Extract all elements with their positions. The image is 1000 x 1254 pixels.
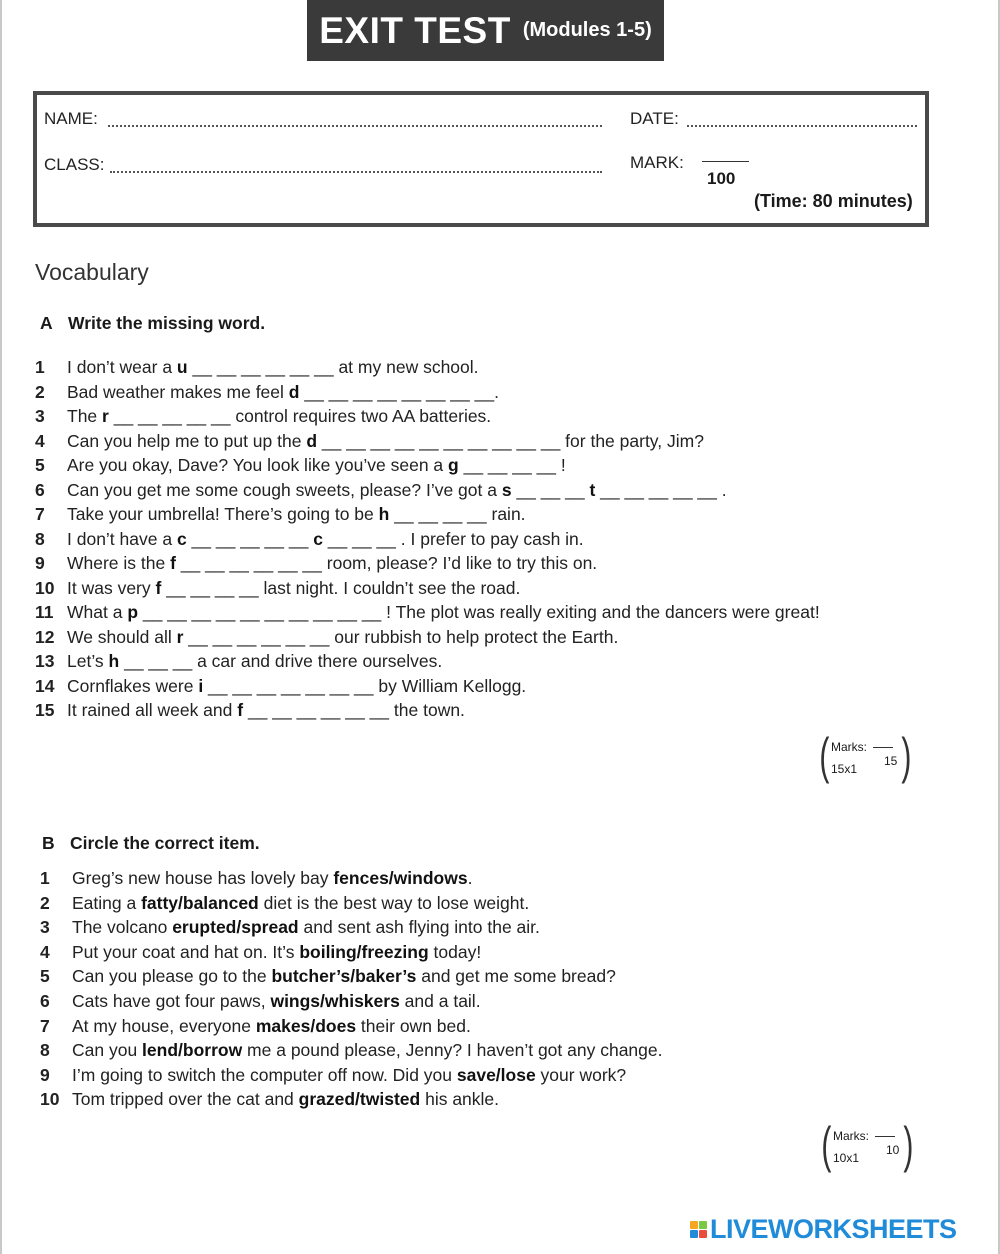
item-number: 14	[35, 675, 55, 696]
exercise-b-item	[40, 1088, 499, 1110]
item-options[interactable]: lend/borrow	[142, 1040, 243, 1061]
item-answer-blanks[interactable]: __ __ __ __ __ __ __ __ __ __	[317, 430, 566, 451]
item-text-before: Can you	[72, 1040, 143, 1061]
exercise-a-item	[35, 601, 820, 623]
item-text-after: and sent ash flying into the air.	[298, 917, 540, 938]
item-first-letter: f	[155, 577, 162, 598]
item-text-after: their own bed.	[356, 1015, 471, 1036]
exercise-b-item	[40, 1015, 471, 1037]
marks-calc: 10x1	[833, 1151, 860, 1165]
exercise-a-item	[35, 528, 584, 550]
exercise-b-item	[40, 990, 481, 1012]
exercise-b-item	[40, 941, 481, 963]
marks-total: 15	[884, 754, 898, 768]
item-text-before: Can you please go to the	[72, 966, 272, 987]
exercise-b-item	[40, 892, 529, 914]
exercise-a-item	[35, 626, 618, 648]
item-text-before: The volcano	[72, 917, 173, 938]
mark-total: 100	[707, 169, 736, 188]
exercise-a-item	[35, 454, 566, 476]
marks-paren-left: (	[819, 728, 830, 784]
item-answer-blanks[interactable]: __ __ __ __	[389, 504, 492, 524]
exercise-b-letter: B	[42, 833, 55, 853]
item-text-after: and get me some bread?	[416, 966, 616, 987]
item-number: 4	[40, 941, 50, 962]
item-number: 8	[35, 528, 45, 549]
exercise-a-item	[35, 650, 442, 672]
exercise-b-item	[40, 916, 540, 938]
item-text-after: a car and drive there ourselves.	[197, 651, 443, 671]
item-text-before: Can you get me some cough sweets, please? I’ve got a	[67, 479, 502, 500]
marks-paren-right: )	[901, 728, 912, 784]
exercise-a-letter: A	[40, 313, 53, 333]
item-number: 2	[40, 892, 50, 913]
date-label: DATE:	[630, 109, 679, 128]
item-first-letter: i	[198, 675, 204, 696]
item-first-letter: d	[306, 430, 318, 451]
item-text-before: I don’t have a	[67, 528, 177, 549]
item-options[interactable]: fatty/balanced	[141, 892, 259, 913]
marks-score-field[interactable]	[873, 747, 893, 748]
item-number: 8	[40, 1040, 50, 1061]
item-text-before: I’m going to switch the computer off now. Did you	[72, 1064, 457, 1085]
item-text-before: At my house, everyone	[72, 1015, 256, 1036]
item-text-before: What a	[67, 602, 128, 622]
item-number: 3	[40, 917, 50, 938]
item-text-after: for the party, Jim?	[565, 430, 704, 451]
marks-score-field[interactable]	[875, 1136, 895, 1137]
exercise-a-item	[35, 577, 520, 599]
item-answer-blanks[interactable]: __ __ __ __ __ __	[175, 553, 327, 573]
item-number: 15	[35, 700, 55, 720]
exercise-b-title	[42, 833, 260, 854]
exercise-a-marks	[816, 728, 916, 787]
exercise-a-item	[35, 381, 499, 403]
exercise-a-item	[35, 675, 526, 697]
item-answer-blanks[interactable]: __ __ __	[119, 651, 198, 671]
item-number: 9	[35, 553, 45, 573]
item-number: 1	[40, 868, 50, 888]
item-answer-blanks[interactable]: __ __ __ __	[161, 577, 264, 598]
exercise-a-item	[35, 479, 727, 501]
item-text-before: Cats have got four paws,	[72, 991, 271, 1011]
item-number: 5	[40, 966, 50, 987]
item-text-before: I don’t wear a	[67, 357, 177, 377]
marks-label: Marks:	[833, 1129, 869, 1143]
exercise-a-item	[35, 699, 465, 721]
item-text-after: his ankle.	[420, 1089, 500, 1110]
item-second-letter: c	[313, 528, 323, 549]
marks-total: 10	[886, 1143, 900, 1157]
item-text-before: Where is the	[67, 553, 171, 573]
item-answer-blanks[interactable]: __ __ __	[511, 479, 590, 500]
item-first-letter: u	[176, 357, 188, 377]
exercise-a-item	[35, 503, 526, 525]
item-text-before: It was very	[67, 577, 156, 598]
item-number: 7	[35, 504, 45, 524]
student-info-box	[33, 91, 929, 227]
item-text-after: .	[494, 381, 499, 402]
item-first-letter: c	[176, 528, 187, 549]
item-text-before: We should all	[67, 626, 177, 647]
marks-label: Marks:	[831, 740, 867, 754]
item-first-letter: f	[170, 553, 176, 573]
item-text-before: Are you okay, Dave? You look like you’ve seen a	[67, 455, 449, 475]
mark-label: MARK:	[630, 153, 684, 172]
class-label: CLASS:	[44, 155, 105, 174]
item-first-letter: h	[378, 504, 390, 524]
exercise-b-item	[40, 1039, 663, 1061]
item-text-after: !	[560, 455, 566, 475]
item-first-letter: d	[288, 381, 300, 402]
item-answer-blanks[interactable]: __ __ __ __ __ __ __ __	[299, 381, 495, 402]
test-title: EXIT TEST	[319, 9, 511, 51]
item-first-letter: r	[102, 406, 109, 426]
item-answer-blanks[interactable]: __ __ __ __ __ __ __	[203, 675, 379, 696]
exercise-b-instruction: Circle the correct item.	[70, 833, 260, 853]
section-heading: Vocabulary	[35, 259, 149, 285]
item-number: 4	[35, 430, 45, 451]
item-text-before: Bad weather makes me feel	[67, 381, 289, 402]
item-text-before: Take your umbrella! There’s going to be	[67, 504, 379, 524]
item-text-after: by William Kellogg.	[378, 675, 527, 696]
exercise-a-item	[35, 356, 479, 378]
test-subtitle: (Modules 1-5)	[522, 19, 652, 41]
item-text-after: your work?	[535, 1064, 627, 1085]
marks-calc: 15x1	[831, 762, 858, 776]
item-options[interactable]: makes/does	[255, 1015, 357, 1036]
item-answer-blanks-2[interactable]: __ __ __ __ __	[595, 479, 722, 500]
item-number: 5	[35, 455, 45, 475]
marks-paren-left: (	[821, 1117, 832, 1173]
item-text-before: Eating a	[72, 892, 142, 913]
item-first-letter: p	[127, 602, 139, 622]
exercise-a-item	[35, 430, 704, 452]
item-text-before: Can you help me to put up the	[67, 430, 307, 451]
item-number: 1	[35, 357, 45, 377]
item-text-after: .	[721, 479, 727, 500]
exercise-b-item	[40, 1064, 626, 1086]
item-text-after: last night. I couldn’t see the road.	[263, 577, 521, 598]
item-first-letter: f	[237, 700, 244, 720]
title-banner	[307, 0, 664, 61]
item-first-letter: r	[176, 626, 184, 647]
item-text-after: .	[467, 868, 473, 888]
item-number: 10	[40, 1089, 60, 1110]
mark-field[interactable]	[702, 161, 749, 162]
exercise-b-marks	[818, 1117, 918, 1176]
item-options[interactable]: fences/windows	[333, 868, 468, 888]
item-number: 7	[40, 1015, 50, 1036]
item-number: 6	[40, 991, 50, 1011]
item-number: 10	[35, 577, 55, 598]
item-options[interactable]: wings/whiskers	[270, 991, 400, 1011]
liveworksheets-logo-icon	[690, 1221, 707, 1238]
item-number: 3	[35, 406, 45, 426]
item-text-after: the town.	[393, 700, 465, 720]
time-limit: (Time: 80 minutes)	[754, 191, 913, 211]
liveworksheets-logo	[690, 1214, 957, 1244]
item-answer-blanks[interactable]: __ __ __ __	[458, 455, 561, 475]
exercise-b-item	[40, 965, 616, 987]
item-answer-blanks[interactable]: __ __ __ __ __ __	[187, 357, 339, 377]
name-field[interactable]	[108, 125, 602, 127]
exercise-a-item	[35, 552, 597, 574]
item-number: 9	[40, 1064, 50, 1085]
item-text-after: me a pound please, Jenny? I haven’t got any change.	[242, 1040, 663, 1061]
name-label: NAME:	[44, 109, 98, 128]
item-number: 13	[35, 651, 55, 671]
item-text-after: and a tail.	[399, 991, 481, 1011]
item-answer-blanks[interactable]: __ __ __ __ __	[186, 528, 314, 549]
item-answer-blanks[interactable]: __ __ __ __ __ __	[243, 700, 394, 720]
item-answer-blanks[interactable]: __ __ __ __ __ __ __ __ __ __	[138, 602, 387, 622]
item-number: 6	[35, 479, 45, 500]
item-text-after: our rubbish to help protect the Earth.	[334, 626, 619, 647]
exercise-a-instruction: Write the missing word.	[68, 313, 266, 333]
item-answer-blanks[interactable]: __ __ __ __ __ __	[183, 626, 335, 647]
page-edge-left	[0, 0, 2, 1254]
item-text-after: control requires two AA batteries.	[235, 406, 492, 426]
item-first-letter: s	[501, 479, 512, 500]
item-answer-blanks-2[interactable]: __ __ __	[322, 528, 401, 549]
item-text-before: The	[67, 406, 103, 426]
exercise-a-title	[40, 313, 265, 334]
item-text-after: room, please? I’d like to try this on.	[326, 553, 598, 573]
item-number: 11	[35, 602, 54, 622]
exercise-b-item	[40, 867, 472, 889]
item-text-after: today!	[428, 941, 482, 962]
item-text-before: Greg’s new house has lovely bay	[72, 868, 334, 888]
item-number: 2	[35, 381, 45, 402]
item-options[interactable]: grazed/twisted	[298, 1089, 421, 1110]
liveworksheets-wordmark: LIVEWORKSHEETS	[710, 1213, 957, 1244]
item-text-after: diet is the best way to lose weight.	[258, 892, 530, 913]
item-text-after: rain.	[491, 504, 526, 524]
exercise-a-item	[35, 405, 491, 427]
item-text-after: ! The plot was really exiting and the dancers were great!	[386, 602, 820, 622]
item-answer-blanks[interactable]: __ __ __ __ __	[108, 406, 236, 426]
date-field[interactable]	[687, 125, 917, 127]
marks-paren-right: )	[903, 1117, 914, 1173]
item-options[interactable]: save/lose	[456, 1064, 536, 1085]
item-text-after: at my new school.	[338, 357, 479, 377]
item-text-before: Tom tripped over the cat and	[72, 1089, 299, 1110]
item-second-letter: t	[589, 479, 596, 500]
item-first-letter: g	[448, 455, 459, 475]
item-options[interactable]: erupted/spread	[172, 917, 299, 938]
item-options[interactable]: butcher’s/baker’s	[271, 966, 417, 987]
item-text-after: . I prefer to pay cash in.	[400, 528, 584, 549]
item-number: 12	[35, 626, 55, 647]
item-text-before: Let’s	[67, 651, 109, 671]
item-text-before: Put your coat and hat on. It’s	[72, 941, 300, 962]
item-first-letter: h	[108, 651, 120, 671]
item-text-before: Cornflakes were	[67, 675, 199, 696]
item-options[interactable]: boiling/freezing	[299, 941, 429, 962]
item-text-before: It rained all week and	[67, 700, 238, 720]
class-field[interactable]	[110, 171, 602, 173]
